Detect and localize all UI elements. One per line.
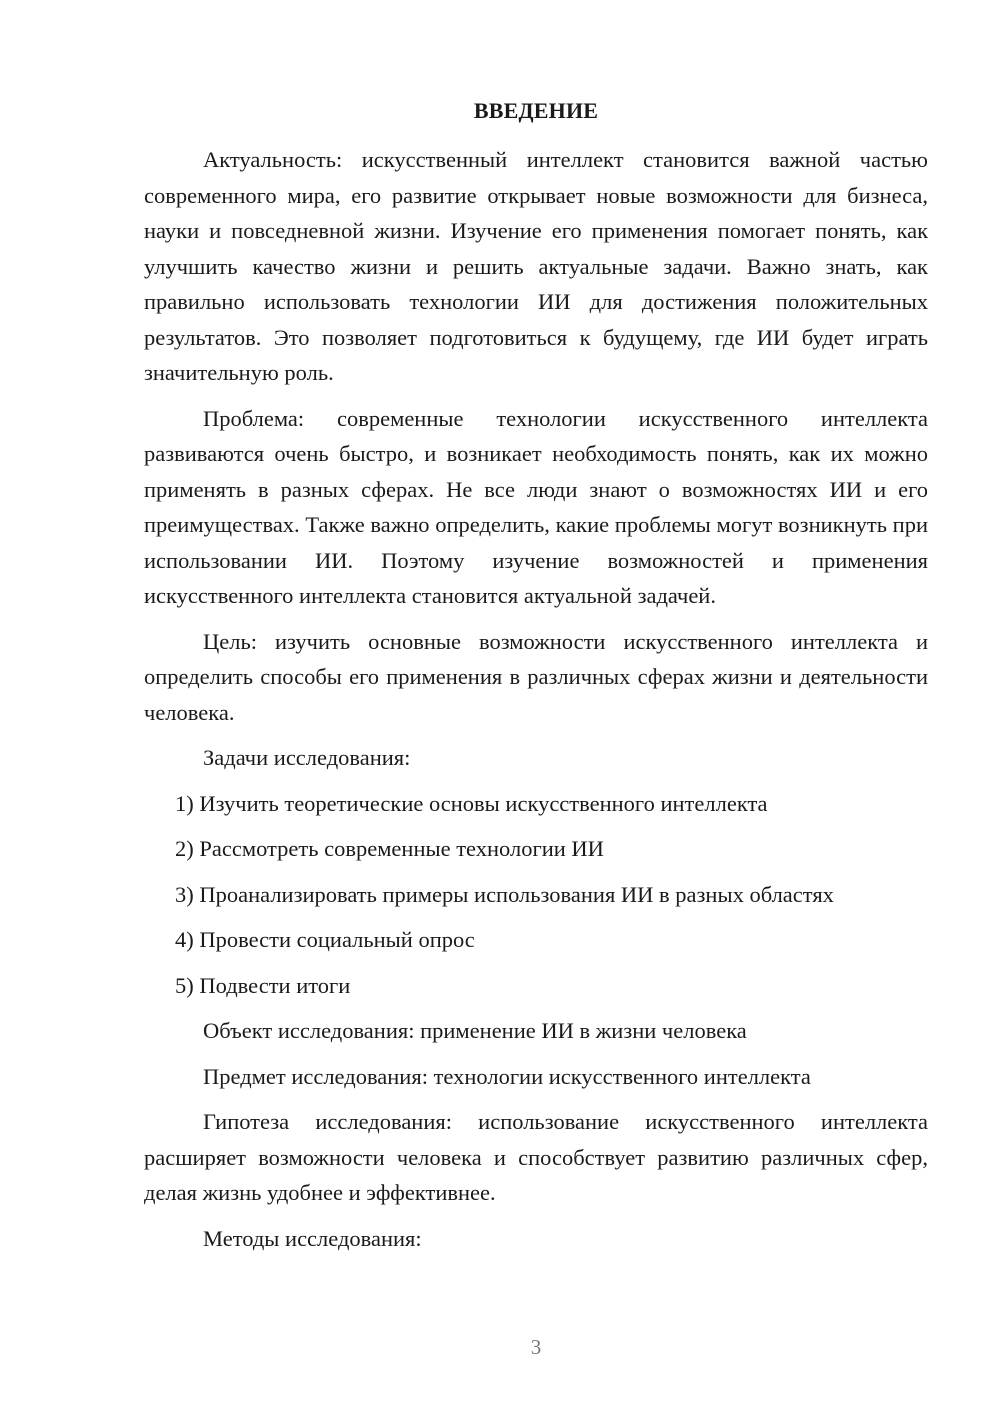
task-item-1: 1) Изучить теоретические основы искусственного интеллекта	[175, 790, 768, 816]
methods-heading: Методы исследования:	[203, 1225, 422, 1251]
task-item-4: 4) Провести социальный опрос	[175, 927, 475, 952]
relevance-paragraph: Актуальность: искусственный интеллект становится важной частью современного мира, его развитие открывает новые возможности для бизнеса, науки и повседневной жизни. Изучение его применения помогает понять, как улучшить качество жизни и решить актуальные задачи. Важно знать, как правильно использовать технологии ИИ для достижения положительных результатов. Это позволяет подготовиться к будущему, где ИИ будет играть значительную роль.	[144, 147, 928, 385]
task-item-3: 3) Проанализировать примеры использования ИИ в разных областях	[175, 881, 834, 907]
hypothesis-paragraph: Гипотеза исследования: использование искусственного интеллекта расширяет возможности человека и способствует развитию различных сфер, делая жизнь удобнее и эффективнее.	[144, 1109, 928, 1205]
page-title: ВВЕДЕНИЕ	[473, 98, 599, 123]
tasks-heading: Задачи исследования:	[203, 745, 411, 770]
page-number: 3	[530, 1335, 542, 1359]
goal-paragraph: Цель: изучить основные возможности искусственного интеллекта и определить способы его применения в различных сферах жизни и деятельности человека.	[144, 628, 928, 725]
problem-paragraph: Проблема: современные технологии искусственного интеллекта развиваются очень быстро, и возникает необходимость понять, как их можно применять в разных сферах. Не все люди знают о возможностях ИИ и его преимуществах. Также важно определить, какие проблемы могут возникнуть при использовании ИИ. Поэтому изучение возможностей и применения искусственного интеллекта становится актуальной задачей.	[144, 405, 928, 608]
object-paragraph: Объект исследования: применение ИИ в жизни человека	[203, 1018, 747, 1043]
task-item-5: 5) Подвести итоги	[175, 972, 351, 998]
tasks-list	[144, 786, 928, 1004]
task-item-2: 2) Рассмотреть современные технологии ИИ	[175, 836, 604, 861]
document-body	[144, 142, 928, 1266]
subject-paragraph: Предмет исследования: технологии искусственного интеллекта	[203, 1063, 811, 1089]
